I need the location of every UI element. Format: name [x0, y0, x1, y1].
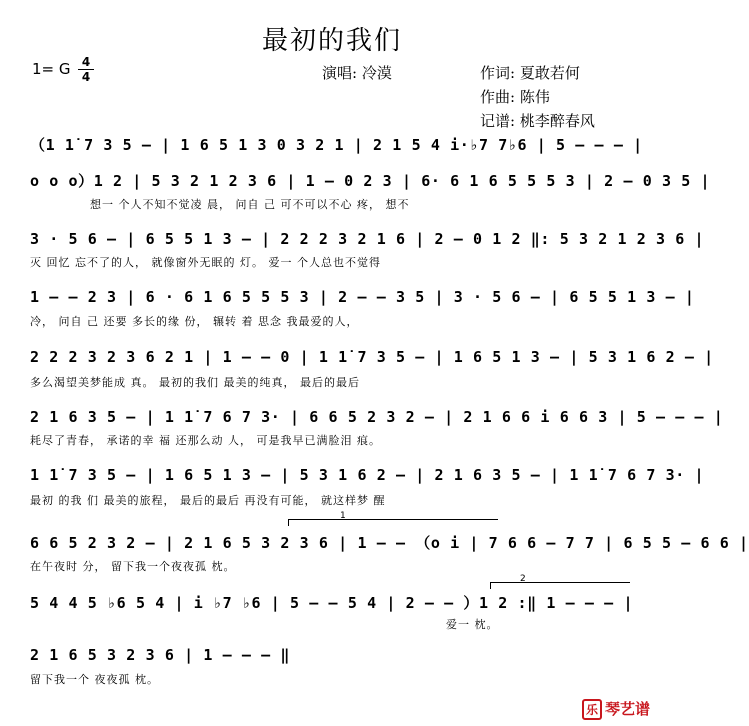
score-line-4-notes: 1 – – 2 3 | 6 · 6 1 6 5 5 5 3 | 2 – – 3 5 | 3 · 5 6 – | 6 5 5 1 3 – |: [30, 288, 695, 306]
key-signature: 1= G: [32, 60, 71, 78]
site-watermark-logo: [582, 698, 650, 720]
score-line-7-lyrics: 最初 的我 们 最美的旅程， 最后的最后 再没有可能， 就这样梦 醒: [30, 494, 386, 507]
score-line-7-notes: 1 1̇ 7 3 5 – | 1 6 5 1 3 – | 5 3 1 6 2 – | 2 1 6 3 5 – | 1 1̇ 7 6 7 3· |: [30, 466, 705, 484]
score-line-8-notes: 6 6 5 2 3 2 – | 2 1 6 5 3 2 3 6 | 1 – – （o i | 7 6 6 – 7 7 | 6 5 5 – 6 6 |: [30, 534, 749, 552]
score-line-10-lyrics: 留下我一个 夜夜孤 枕。: [30, 673, 159, 686]
site-logo-text: 琴艺谱: [604, 700, 650, 718]
score-line-1-notes: （1 1̇ 7 3 5 – | 1 6 5 1 3 0 3 2 1 | 2 1 5 4 i·♭7 7♭6 | 5 – – – |: [30, 136, 643, 154]
second-ending-number: 2: [520, 574, 526, 584]
lyricist-credit: 作词: 夏敢若何: [480, 64, 580, 82]
first-ending-bracket: [288, 519, 498, 520]
score-line-6-notes: 2 1 6 3 5 – | 1 1̇ 7 6 7 3· | 6 6 5 2 3 2 – | 2 1 6 6 i 6 6 3 | 5 – – – |: [30, 408, 724, 426]
score-line-9-lyrics: 爱一 枕。: [446, 618, 499, 631]
second-ending-bracket: [490, 582, 630, 583]
score-line-5-lyrics: 多么渴望美梦能成 真。 最初的我们 最美的纯真， 最后的最后: [30, 376, 360, 389]
score-line-5-notes: 2 2 2 3 2 3 6 2 1 | 1 – – 0 | 1 1̇ 7 3 5 – | 1 6 5 1 3 – | 5 3 1 6 2 – |: [30, 348, 714, 366]
first-ending-bracket-tick: [288, 519, 289, 526]
first-ending-number: 1: [340, 511, 346, 521]
time-signature: [78, 56, 94, 83]
time-signature-bottom: 4: [81, 70, 91, 84]
score-line-2-lyrics: 想一 个人不知不觉凌 晨， 问自 己 可不可以不心 疼， 想不: [90, 198, 410, 211]
transcriber-credit: 记谱: 桃李醉春风: [480, 112, 595, 130]
site-logo-icon: 乐: [582, 699, 602, 720]
singer-credit: 演唱: 冷漠: [322, 64, 392, 82]
song-title: 最初的我们: [261, 26, 402, 56]
second-ending-bracket-tick: [490, 582, 491, 589]
score-line-3-lyrics: 灭 回忆 忘不了的人， 就像窗外无眠的 灯。 爱一 个人总也不觉得: [30, 256, 381, 269]
score-line-2-notes: o o o）1 2 | 5 3 2 1 2 3 6 | 1 – 0 2 3 | 6· 6 1 6 5 5 5 3 | 2 – 0 3 5 |: [30, 172, 711, 190]
score-line-9-notes: 5 4 4 5 ♭6 5 4 | i ♭7 ♭6 | 5 – – 5 4 | 2 – – ）1 2 :‖ 1 – – – |: [30, 594, 634, 612]
score-line-10-notes: 2 1 6 5 3 2 3 6 | 1 – – – ‖: [30, 646, 291, 664]
score-line-4-lyrics: 冷， 问自 己 还要 多长的缘 份， 辗转 着 思念 我最爱的人，: [30, 315, 359, 328]
score-line-8-lyrics: 在午夜时 分， 留下我一个夜夜孤 枕。: [30, 560, 236, 573]
composer-credit: 作曲: 陈伟: [480, 88, 550, 106]
score-line-6-lyrics: 耗尽了青春， 承诺的幸 福 还那么动 人， 可是我早已满脸泪 痕。: [30, 434, 381, 447]
score-line-3-notes: 3 · 5 6 – | 6 5 5 1 3 – | 2 2 2 3 2 1 6 | 2 – 0 1 2 ‖: 5 3 2 1 2 3 6 |: [30, 230, 705, 248]
time-signature-top: 4: [81, 55, 91, 69]
